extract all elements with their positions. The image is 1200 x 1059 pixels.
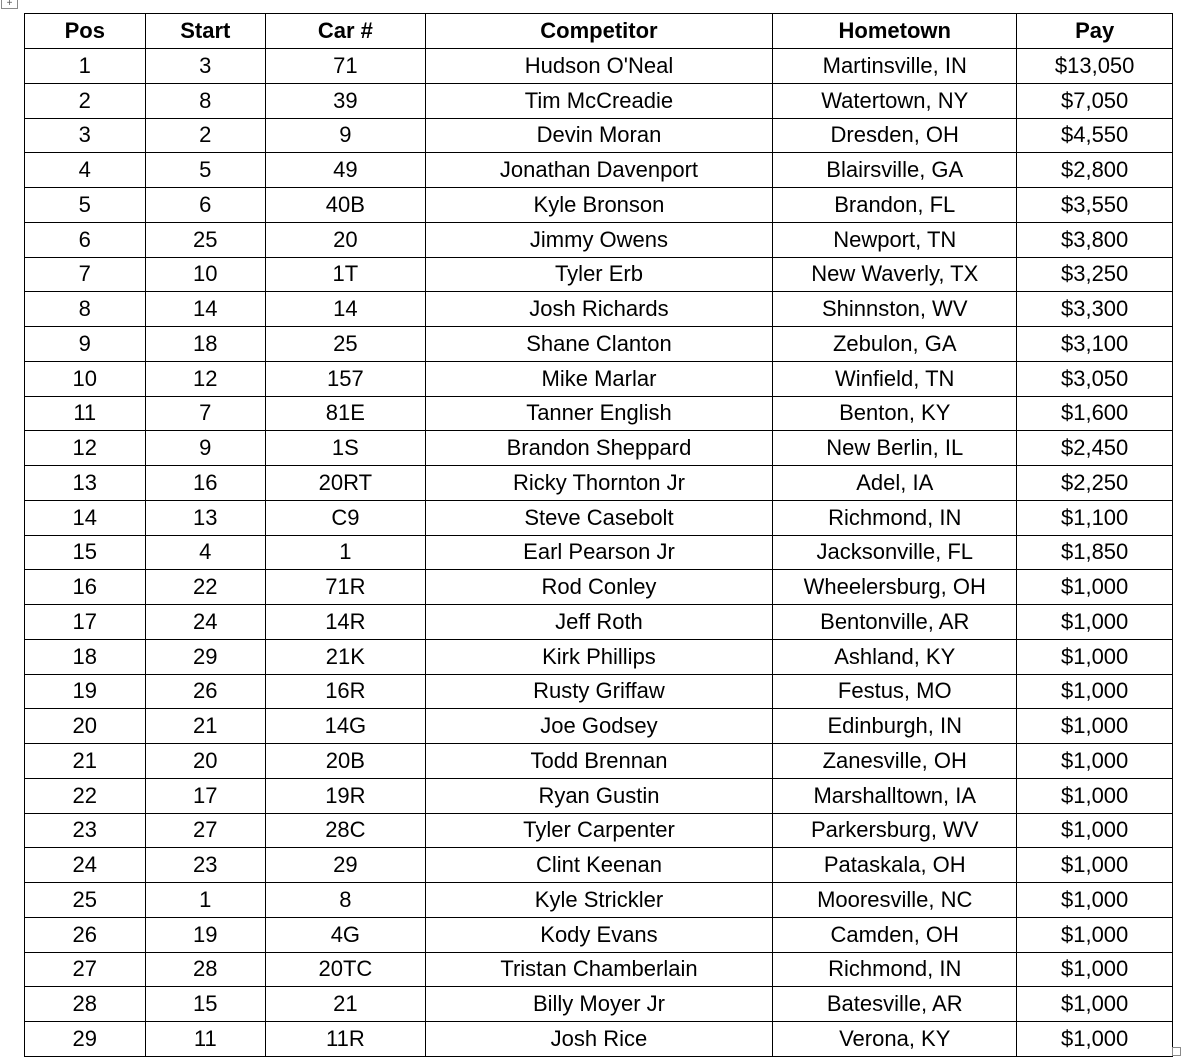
cell-hometown: Batesville, AR xyxy=(773,987,1017,1022)
table-row xyxy=(25,570,1173,605)
cell-pos: 27 xyxy=(25,952,146,987)
cell-competitor: Tyler Carpenter xyxy=(425,813,773,848)
cell-competitor: Kody Evans xyxy=(425,917,773,952)
cell-car-number: 28C xyxy=(266,813,426,848)
cell-hometown: Benton, KY xyxy=(773,396,1017,431)
cell-start: 8 xyxy=(145,83,266,118)
cell-pos: 5 xyxy=(25,188,146,223)
cell-pay: $1,000 xyxy=(1017,744,1173,779)
cell-competitor: Hudson O'Neal xyxy=(425,49,773,84)
cell-competitor: Shane Clanton xyxy=(425,327,773,362)
cell-hometown: Camden, OH xyxy=(773,917,1017,952)
cell-pos: 20 xyxy=(25,709,146,744)
cell-car-number: 19R xyxy=(266,778,426,813)
cell-pos: 23 xyxy=(25,813,146,848)
cell-pos: 22 xyxy=(25,778,146,813)
cell-competitor: Tyler Erb xyxy=(425,257,773,292)
cell-competitor: Tristan Chamberlain xyxy=(425,952,773,987)
cell-hometown: Mooresville, NC xyxy=(773,883,1017,918)
cell-pay: $2,250 xyxy=(1017,466,1173,501)
cell-hometown: Richmond, IN xyxy=(773,952,1017,987)
table-row xyxy=(25,535,1173,570)
table-row xyxy=(25,292,1173,327)
cell-start: 15 xyxy=(145,987,266,1022)
cell-car-number: 40B xyxy=(266,188,426,223)
cell-car-number: 29 xyxy=(266,848,426,883)
table-header-row xyxy=(25,14,1173,49)
cell-pay: $3,550 xyxy=(1017,188,1173,223)
cell-start: 25 xyxy=(145,222,266,257)
cell-start: 6 xyxy=(145,188,266,223)
table-row xyxy=(25,188,1173,223)
cell-pay: $1,000 xyxy=(1017,848,1173,883)
cell-pos: 10 xyxy=(25,361,146,396)
cell-pay: $1,000 xyxy=(1017,639,1173,674)
cell-start: 17 xyxy=(145,778,266,813)
cell-car-number: 14R xyxy=(266,605,426,640)
cell-competitor: Tim McCreadie xyxy=(425,83,773,118)
cell-start: 16 xyxy=(145,466,266,501)
table-row xyxy=(25,118,1173,153)
cell-pos: 24 xyxy=(25,848,146,883)
cell-pay: $7,050 xyxy=(1017,83,1173,118)
table-row xyxy=(25,813,1173,848)
cell-competitor: Todd Brennan xyxy=(425,744,773,779)
cell-hometown: Richmond, IN xyxy=(773,500,1017,535)
cell-pay: $1,850 xyxy=(1017,535,1173,570)
cell-pos: 11 xyxy=(25,396,146,431)
cell-car-number: 71 xyxy=(266,49,426,84)
cell-pos: 25 xyxy=(25,883,146,918)
cell-pay: $1,600 xyxy=(1017,396,1173,431)
header-hometown: Hometown xyxy=(773,14,1017,49)
cell-pos: 13 xyxy=(25,466,146,501)
cell-pay: $3,050 xyxy=(1017,361,1173,396)
cell-competitor: Mike Marlar xyxy=(425,361,773,396)
cell-start: 10 xyxy=(145,257,266,292)
cell-pay: $1,000 xyxy=(1017,1022,1173,1057)
table-row xyxy=(25,500,1173,535)
cell-pos: 26 xyxy=(25,917,146,952)
header-pos: Pos xyxy=(25,14,146,49)
table-row xyxy=(25,257,1173,292)
cell-hometown: Jacksonville, FL xyxy=(773,535,1017,570)
cell-pay: $4,550 xyxy=(1017,118,1173,153)
cell-hometown: Adel, IA xyxy=(773,466,1017,501)
cell-pay: $1,000 xyxy=(1017,709,1173,744)
table-row xyxy=(25,987,1173,1022)
cell-hometown: Winfield, TN xyxy=(773,361,1017,396)
cell-start: 4 xyxy=(145,535,266,570)
cell-competitor: Jimmy Owens xyxy=(425,222,773,257)
cell-car-number: 20TC xyxy=(266,952,426,987)
cell-start: 23 xyxy=(145,848,266,883)
header-car-number: Car # xyxy=(266,14,426,49)
cell-start: 20 xyxy=(145,744,266,779)
table-row xyxy=(25,49,1173,84)
cell-competitor: Kyle Bronson xyxy=(425,188,773,223)
cell-pos: 14 xyxy=(25,500,146,535)
cell-pos: 8 xyxy=(25,292,146,327)
cell-start: 18 xyxy=(145,327,266,362)
cell-start: 27 xyxy=(145,813,266,848)
cell-competitor: Jeff Roth xyxy=(425,605,773,640)
cell-car-number: 20B xyxy=(266,744,426,779)
header-start: Start xyxy=(145,14,266,49)
table-row xyxy=(25,883,1173,918)
table-row xyxy=(25,917,1173,952)
table-row xyxy=(25,361,1173,396)
header-competitor: Competitor xyxy=(425,14,773,49)
cell-competitor: Brandon Sheppard xyxy=(425,431,773,466)
cell-pay: $3,300 xyxy=(1017,292,1173,327)
cell-start: 3 xyxy=(145,49,266,84)
cell-car-number: 11R xyxy=(266,1022,426,1057)
cell-competitor: Earl Pearson Jr xyxy=(425,535,773,570)
cell-start: 22 xyxy=(145,570,266,605)
table-row xyxy=(25,153,1173,188)
cell-car-number: 81E xyxy=(266,396,426,431)
cell-pos: 1 xyxy=(25,49,146,84)
table-row xyxy=(25,952,1173,987)
cell-competitor: Josh Rice xyxy=(425,1022,773,1057)
table-row xyxy=(25,396,1173,431)
cell-car-number: 39 xyxy=(266,83,426,118)
table-row xyxy=(25,1022,1173,1057)
cell-car-number: 14G xyxy=(266,709,426,744)
cell-car-number: 21 xyxy=(266,987,426,1022)
cell-car-number: 4G xyxy=(266,917,426,952)
cell-hometown: Ashland, KY xyxy=(773,639,1017,674)
cell-competitor: Billy Moyer Jr xyxy=(425,987,773,1022)
cell-car-number: 1T xyxy=(266,257,426,292)
cell-hometown: Zanesville, OH xyxy=(773,744,1017,779)
cell-pos: 2 xyxy=(25,83,146,118)
cell-start: 21 xyxy=(145,709,266,744)
results-table xyxy=(24,13,1173,1057)
cell-hometown: New Berlin, IL xyxy=(773,431,1017,466)
cell-pos: 19 xyxy=(25,674,146,709)
cell-hometown: Watertown, NY xyxy=(773,83,1017,118)
cell-start: 28 xyxy=(145,952,266,987)
table-row xyxy=(25,605,1173,640)
cell-competitor: Rusty Griffaw xyxy=(425,674,773,709)
cell-hometown: Pataskala, OH xyxy=(773,848,1017,883)
cell-car-number: 25 xyxy=(266,327,426,362)
cell-start: 29 xyxy=(145,639,266,674)
cell-hometown: Newport, TN xyxy=(773,222,1017,257)
cell-pos: 3 xyxy=(25,118,146,153)
cell-pay: $1,100 xyxy=(1017,500,1173,535)
cell-car-number: 1 xyxy=(266,535,426,570)
cell-car-number: C9 xyxy=(266,500,426,535)
cell-pay: $1,000 xyxy=(1017,605,1173,640)
table-row xyxy=(25,744,1173,779)
cell-pos: 16 xyxy=(25,570,146,605)
cell-hometown: Festus, MO xyxy=(773,674,1017,709)
table-row xyxy=(25,431,1173,466)
cell-start: 12 xyxy=(145,361,266,396)
cell-hometown: Martinsville, IN xyxy=(773,49,1017,84)
cell-hometown: Shinnston, WV xyxy=(773,292,1017,327)
table-row xyxy=(25,639,1173,674)
cell-pos: 29 xyxy=(25,1022,146,1057)
cell-car-number: 20RT xyxy=(266,466,426,501)
cell-car-number: 20 xyxy=(266,222,426,257)
table-row xyxy=(25,83,1173,118)
table-row xyxy=(25,674,1173,709)
cell-hometown: Marshalltown, IA xyxy=(773,778,1017,813)
cell-pay: $1,000 xyxy=(1017,813,1173,848)
cell-start: 2 xyxy=(145,118,266,153)
cell-pos: 12 xyxy=(25,431,146,466)
cell-competitor: Josh Richards xyxy=(425,292,773,327)
cell-pay: $1,000 xyxy=(1017,674,1173,709)
cell-competitor: Tanner English xyxy=(425,396,773,431)
cell-pos: 6 xyxy=(25,222,146,257)
cell-pay: $3,250 xyxy=(1017,257,1173,292)
table-row xyxy=(25,327,1173,362)
cell-competitor: Steve Casebolt xyxy=(425,500,773,535)
cell-hometown: Brandon, FL xyxy=(773,188,1017,223)
header-pay: Pay xyxy=(1017,14,1173,49)
cell-pay: $3,800 xyxy=(1017,222,1173,257)
cell-car-number: 1S xyxy=(266,431,426,466)
cell-start: 14 xyxy=(145,292,266,327)
cell-competitor: Joe Godsey xyxy=(425,709,773,744)
cell-competitor: Rod Conley xyxy=(425,570,773,605)
cell-start: 26 xyxy=(145,674,266,709)
cell-competitor: Devin Moran xyxy=(425,118,773,153)
table-row xyxy=(25,709,1173,744)
cell-car-number: 21K xyxy=(266,639,426,674)
table-row xyxy=(25,778,1173,813)
cell-start: 13 xyxy=(145,500,266,535)
cell-car-number: 9 xyxy=(266,118,426,153)
cell-hometown: Zebulon, GA xyxy=(773,327,1017,362)
cell-start: 1 xyxy=(145,883,266,918)
cell-competitor: Ryan Gustin xyxy=(425,778,773,813)
cell-pay: $1,000 xyxy=(1017,778,1173,813)
cell-pay: $1,000 xyxy=(1017,952,1173,987)
cell-pay: $1,000 xyxy=(1017,917,1173,952)
cell-start: 19 xyxy=(145,917,266,952)
cell-hometown: Wheelersburg, OH xyxy=(773,570,1017,605)
table-body xyxy=(25,49,1173,1057)
cell-pay: $2,450 xyxy=(1017,431,1173,466)
cell-car-number: 8 xyxy=(266,883,426,918)
cell-pos: 21 xyxy=(25,744,146,779)
cell-hometown: New Waverly, TX xyxy=(773,257,1017,292)
cell-car-number: 16R xyxy=(266,674,426,709)
table-move-handle-icon[interactable]: + xyxy=(1,0,18,9)
cell-pos: 17 xyxy=(25,605,146,640)
cell-hometown: Edinburgh, IN xyxy=(773,709,1017,744)
cell-pay: $1,000 xyxy=(1017,570,1173,605)
cell-start: 5 xyxy=(145,153,266,188)
table-row xyxy=(25,848,1173,883)
cell-hometown: Blairsville, GA xyxy=(773,153,1017,188)
cell-start: 9 xyxy=(145,431,266,466)
cell-hometown: Verona, KY xyxy=(773,1022,1017,1057)
cell-start: 7 xyxy=(145,396,266,431)
cell-pay: $1,000 xyxy=(1017,883,1173,918)
cell-hometown: Bentonville, AR xyxy=(773,605,1017,640)
cell-pos: 28 xyxy=(25,987,146,1022)
cell-pos: 18 xyxy=(25,639,146,674)
cell-competitor: Clint Keenan xyxy=(425,848,773,883)
cell-pay: $2,800 xyxy=(1017,153,1173,188)
cell-competitor: Jonathan Davenport xyxy=(425,153,773,188)
cell-hometown: Parkersburg, WV xyxy=(773,813,1017,848)
cell-competitor: Kirk Phillips xyxy=(425,639,773,674)
cell-pos: 7 xyxy=(25,257,146,292)
cell-competitor: Kyle Strickler xyxy=(425,883,773,918)
cell-car-number: 14 xyxy=(266,292,426,327)
cell-pos: 9 xyxy=(25,327,146,362)
cell-start: 24 xyxy=(145,605,266,640)
table-row xyxy=(25,466,1173,501)
cell-pay: $1,000 xyxy=(1017,987,1173,1022)
cell-car-number: 49 xyxy=(266,153,426,188)
cell-pay: $13,050 xyxy=(1017,49,1173,84)
cell-hometown: Dresden, OH xyxy=(773,118,1017,153)
cell-pay: $3,100 xyxy=(1017,327,1173,362)
cell-competitor: Ricky Thornton Jr xyxy=(425,466,773,501)
table-row xyxy=(25,222,1173,257)
cell-start: 11 xyxy=(145,1022,266,1057)
cell-pos: 15 xyxy=(25,535,146,570)
cell-car-number: 157 xyxy=(266,361,426,396)
cell-car-number: 71R xyxy=(266,570,426,605)
table-resize-handle-icon[interactable] xyxy=(1172,1047,1181,1056)
cell-pos: 4 xyxy=(25,153,146,188)
